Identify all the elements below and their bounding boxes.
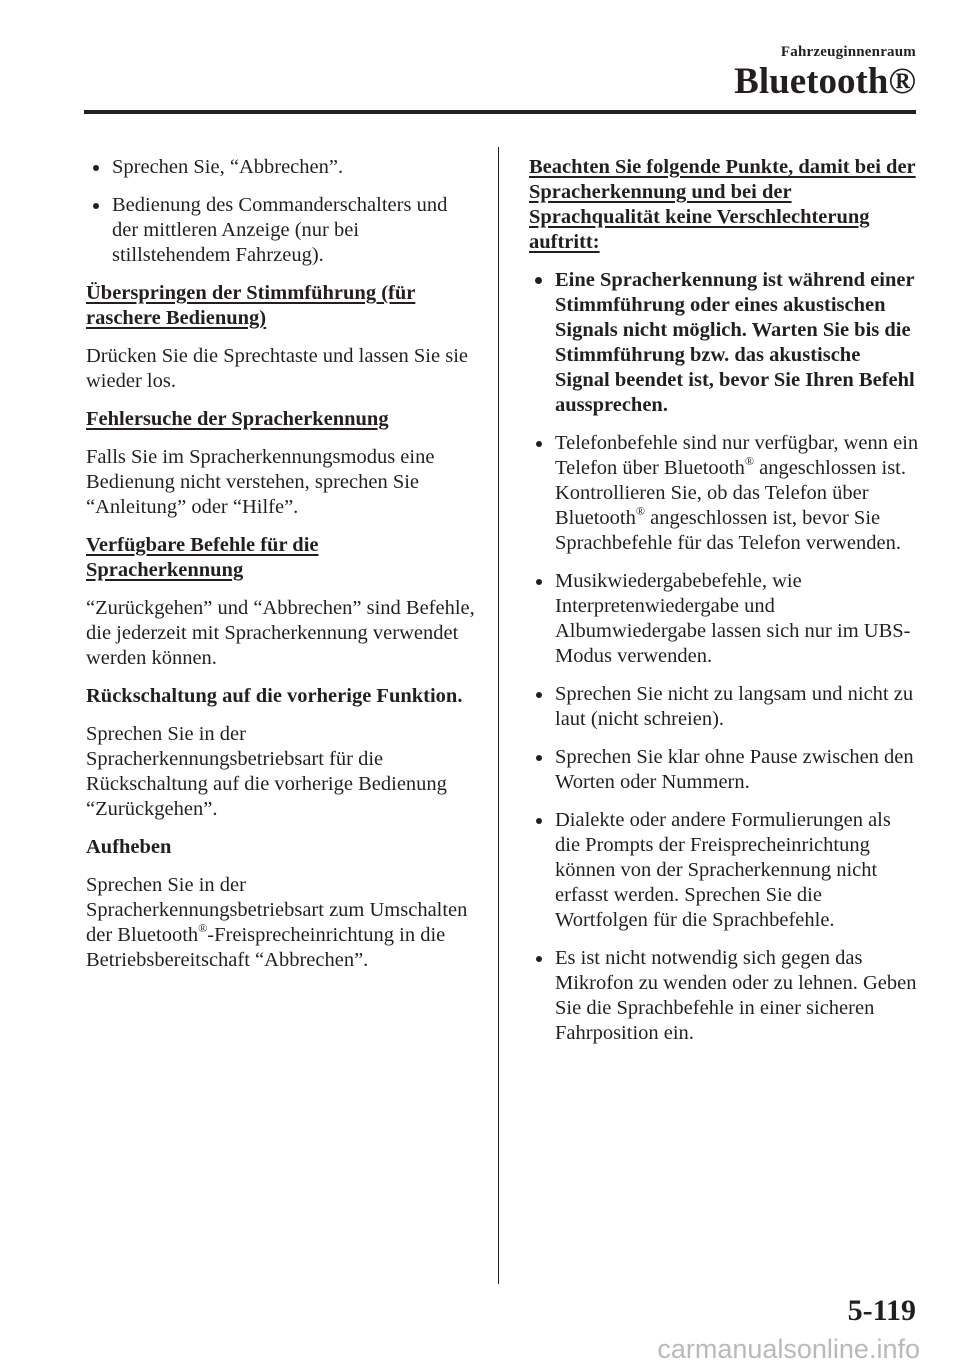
bullet-icon (93, 203, 99, 209)
header-divider (84, 110, 916, 114)
list-item-text: Telefonbefehle sind nur verfügbar, wenn ein Telefon über Bluetooth (555, 432, 919, 479)
list-item-text: Musikwiedergabebefehle, wie Interpretenwiedergabe und Albumwiedergabe lassen sich nur im UBS-Modus verwenden. (555, 570, 911, 667)
bullet-icon (536, 956, 542, 962)
list-item (86, 155, 478, 180)
list-item (529, 808, 919, 933)
page-title: Bluetooth® (734, 61, 916, 102)
list-item-text: Dialekte oder andere Formulierungen als die Prompts der Freisprecheinrichtung können von der Spracherkennung nicht erfasst werden. Sprechen Sie die Wortfolgen für die Sprachbefehle. (555, 809, 891, 931)
right-column (529, 155, 919, 1059)
bullet-icon (536, 441, 542, 447)
registered-mark: ® (198, 921, 208, 935)
watermark: carmanualsonline.info (657, 1334, 920, 1364)
section-heading: Rückschaltung auf die vorherige Funktion. (86, 685, 463, 707)
list-item-text: Sprechen Sie, “Abbrechen”. (112, 156, 344, 178)
section-label: Fahrzeuginnenraum (780, 44, 916, 60)
section-heading: Beachten Sie folgende Punkte, damit bei der Spracherkennung und bei der Sprachqualität keine Verschlechterung auftritt: (529, 156, 916, 253)
list-item-text: Sprechen Sie klar ohne Pause zwischen den Worten oder Nummern. (555, 746, 914, 793)
bullet-icon (536, 579, 542, 585)
paragraph-text: Sprechen Sie in der Spracherkennungsbetriebsart zum Umschalten der Bluetooth (86, 874, 468, 946)
bullet-icon (536, 755, 542, 761)
list-item (529, 682, 919, 732)
list-item-text: angeschlossen ist. Kontrollieren Sie, ob das Telefon über Bluetooth (555, 457, 907, 529)
list-item (529, 946, 919, 1046)
list-item-text: Es ist nicht notwendig sich gegen das Mikrofon zu wenden oder zu lehnen. Geben Sie die Sprachbefehle in einer sicheren Fahrposition ein. (555, 947, 917, 1044)
section-heading: Aufheben (86, 836, 172, 858)
list-item-text: Bedienung des Commanderschalters und der mittleren Anzeige (nur bei stillstehendem Fahrzeug). (112, 194, 448, 266)
bullet-icon (536, 818, 542, 824)
registered-mark: ® (744, 454, 754, 468)
paragraph: Sprechen Sie in der Spracherkennungsbetriebsart für die Rückschaltung auf die vorherige Bedienung “Zurückgehen”. (86, 723, 447, 820)
bullet-icon (536, 692, 542, 698)
list-item-text: Sprechen Sie nicht zu langsam und nicht zu laut (nicht schreien). (555, 683, 914, 730)
list-item (86, 193, 478, 268)
section-heading: Fehlersuche der Spracherkennung (86, 408, 389, 430)
bullet-icon (93, 165, 99, 171)
paragraph: “Zurückgehen” und “Abbrechen” sind Befehle, die jederzeit mit Spracherkennung verwendet werden können. (86, 597, 475, 669)
list-item (529, 268, 919, 418)
registered-mark: ® (635, 504, 645, 518)
bullet-icon (535, 277, 542, 284)
list-item-text: angeschlossen ist, bevor Sie Sprachbefehle für das Telefon verwenden. (555, 507, 901, 554)
list-item (529, 569, 919, 669)
paragraph-text: -Freisprecheinrichtung in die Betriebsbereitschaft “Abbrechen”. (86, 924, 446, 971)
page-number: 5-119 (847, 1294, 916, 1327)
list-item (529, 431, 919, 556)
list-item-text: Eine Spracherkennung ist während einer Stimmführung oder eines akustischen Signals nicht möglich. Warten Sie bis die Stimmführung bzw. das akustische Signal beendet ist, bevor Sie Ihren Befehl aussprechen. (555, 269, 915, 416)
section-heading: Überspringen der Stimmführung (für raschere Bedienung) (86, 282, 416, 329)
column-divider (498, 147, 499, 1284)
list-item (529, 745, 919, 795)
paragraph: Falls Sie im Spracherkennungsmodus eine Bedienung nicht verstehen, sprechen Sie “Anleitung” oder “Hilfe”. (86, 446, 435, 518)
section-heading: Verfügbare Befehle für die Spracherkennung (86, 534, 319, 581)
left-column (86, 155, 478, 986)
paragraph (86, 873, 478, 973)
paragraph: Drücken Sie die Sprechtaste und lassen Sie sie wieder los. (86, 345, 469, 392)
